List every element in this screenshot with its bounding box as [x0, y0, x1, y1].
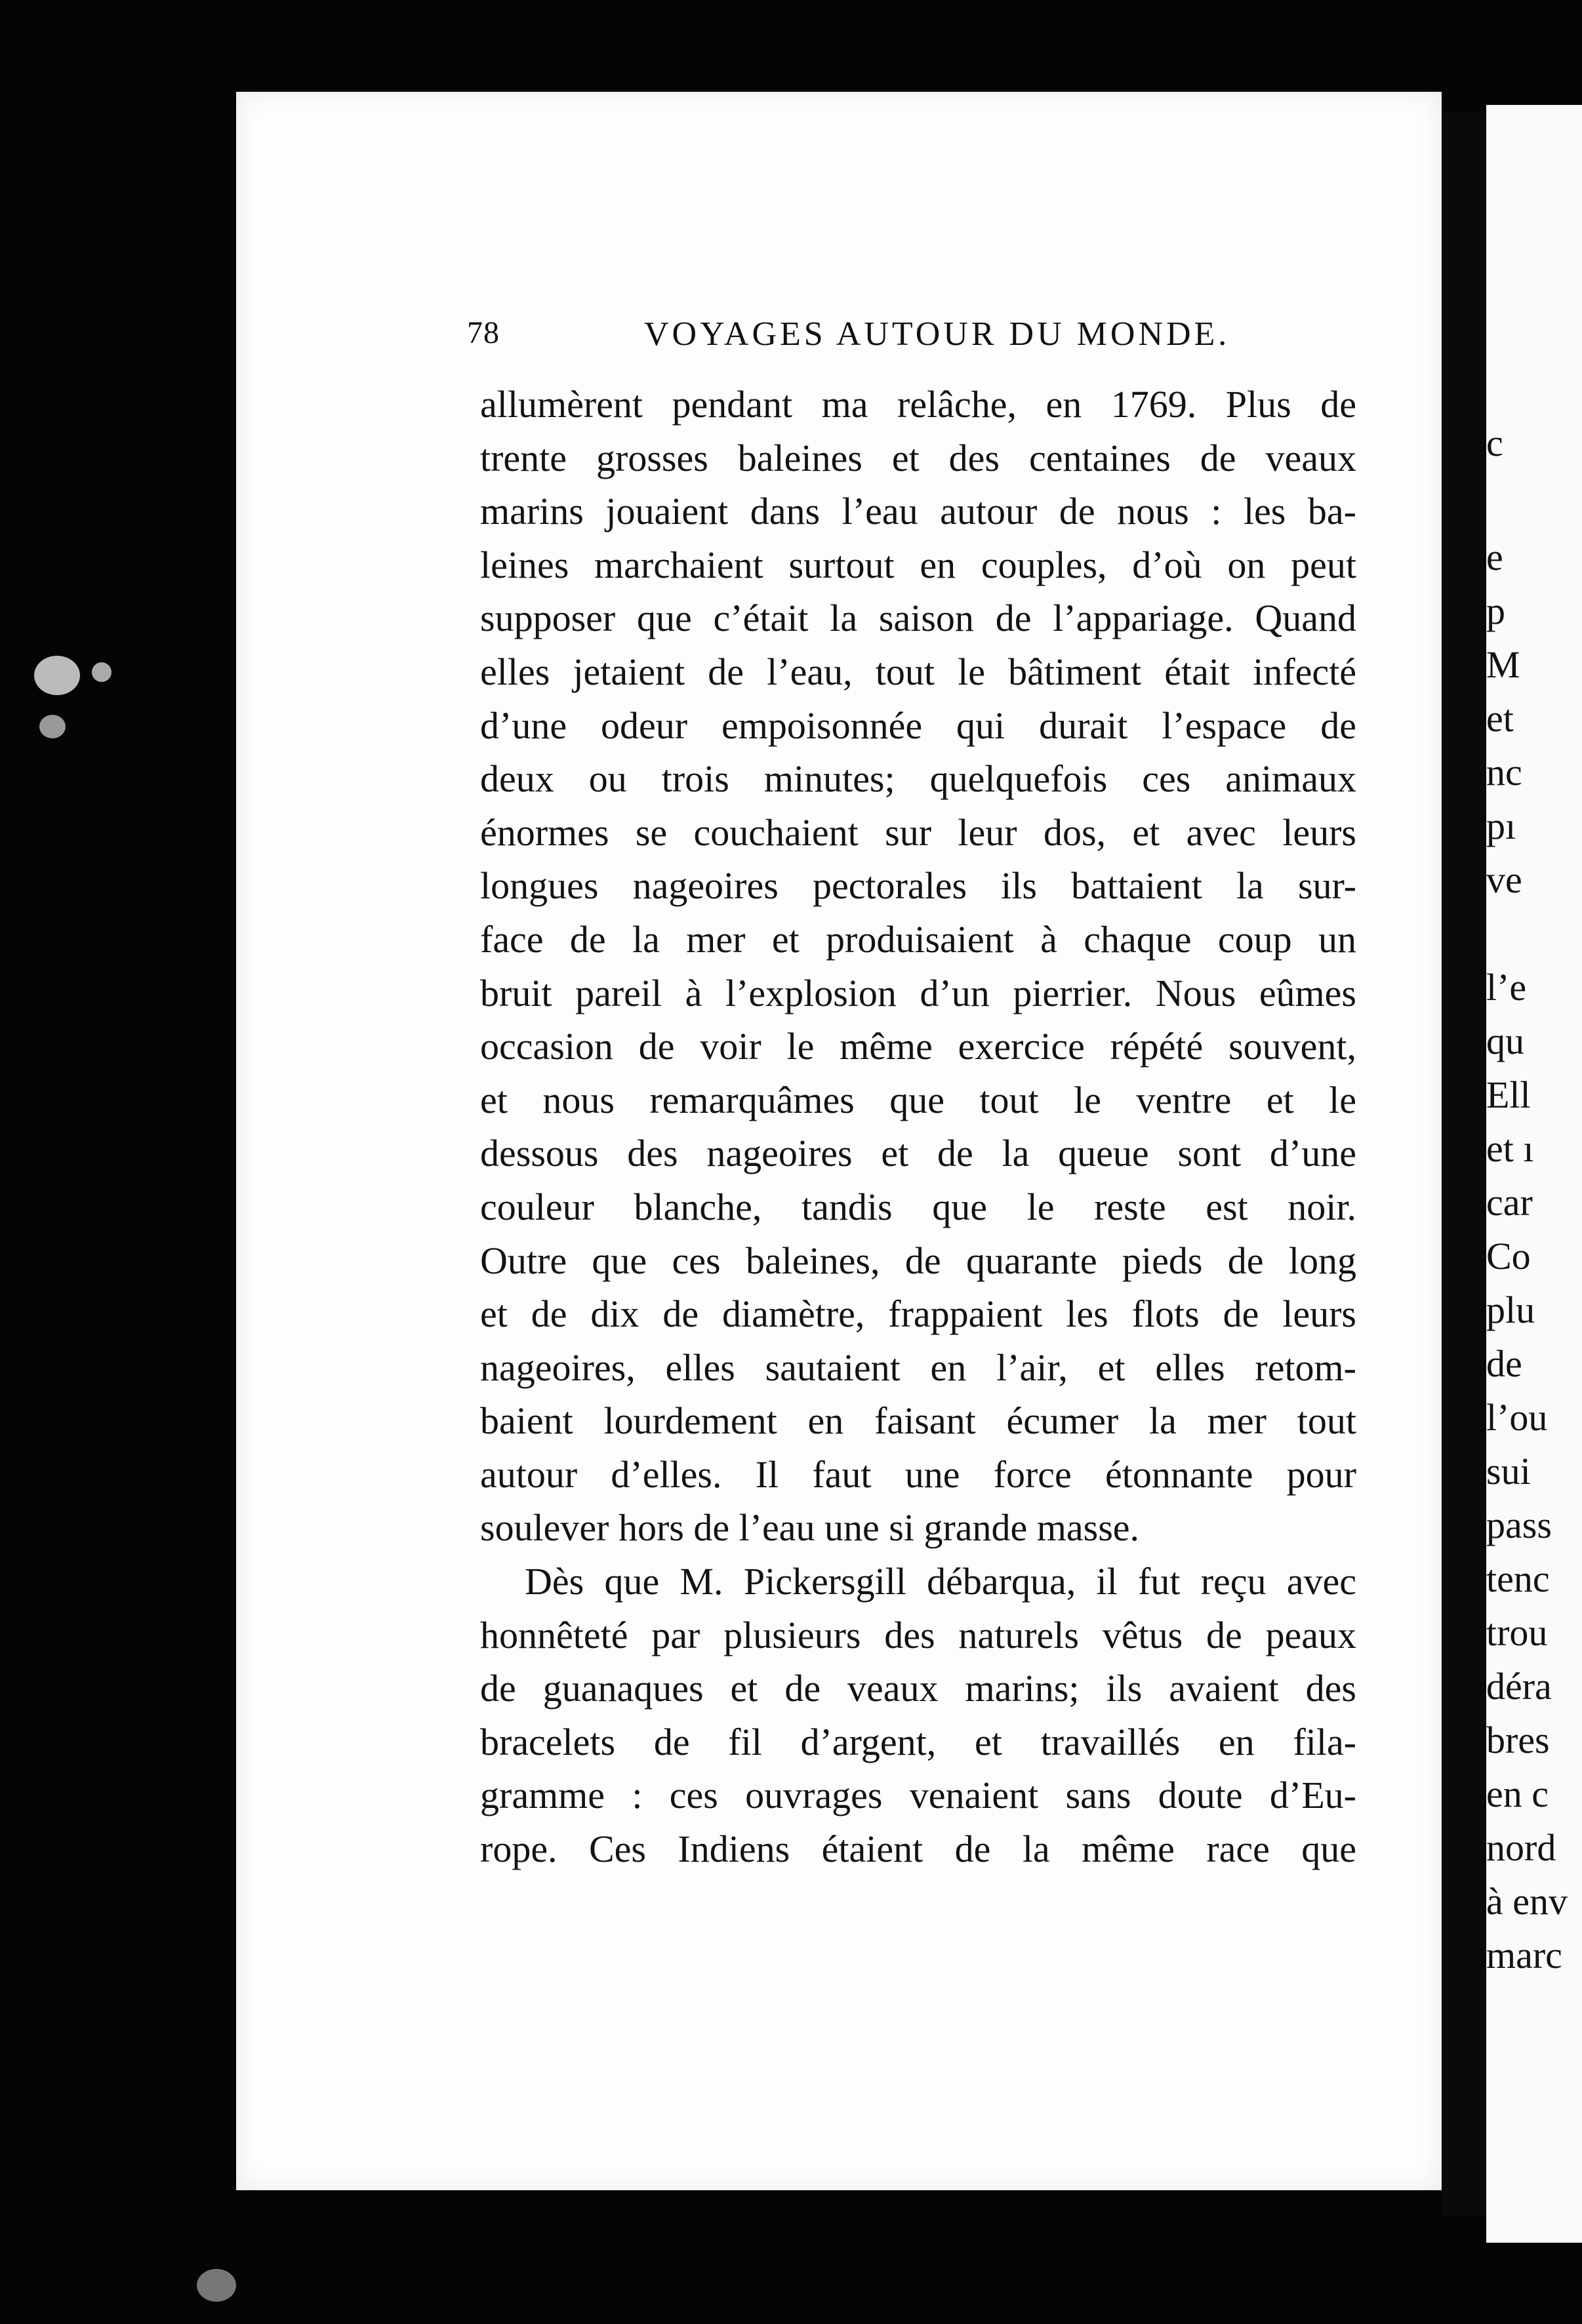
adjacent-fragment: ve — [1486, 858, 1522, 901]
adjacent-fragment: marc — [1486, 1934, 1562, 1976]
text-line: nageoires, elles sautaient en l’air, et elles retom- — [480, 1346, 1356, 1389]
adjacent-fragment: et — [1486, 697, 1514, 740]
text-line: Dès que M. Pickersgill débarqua, il fut reçu avec — [525, 1560, 1356, 1603]
adjacent-fragment: déra — [1486, 1665, 1552, 1708]
adjacent-fragment: et ı — [1486, 1127, 1534, 1170]
book-gutter — [1442, 111, 1486, 2216]
adjacent-fragment: en c — [1486, 1773, 1549, 1815]
text-line: trente grosses baleines et des centaines de veaux — [480, 436, 1356, 479]
text-line: honnêteté par plusieurs des naturels vêtus de peaux — [480, 1613, 1356, 1656]
adjacent-fragment: p — [1486, 590, 1505, 632]
text-line: deux ou trois minutes; quelquefois ces animaux — [480, 757, 1356, 801]
text-line: supposer que c’était la saison de l’appariage. Quand — [480, 597, 1356, 640]
text-line: Outre que ces baleines, de quarante pieds de long — [480, 1239, 1356, 1282]
scan-speck — [39, 715, 66, 738]
page-header — [467, 315, 1230, 363]
adjacent-fragment: sui — [1486, 1450, 1531, 1493]
text-line: soulever hors de l’eau une si grande masse. — [480, 1506, 1140, 1550]
adjacent-page — [1486, 105, 1582, 2243]
page-number: 78 — [467, 315, 500, 350]
text-line: de guanaques et de veaux marins; ils avaient des — [480, 1667, 1356, 1710]
adjacent-fragment: pass — [1486, 1504, 1552, 1546]
text-line: elles jetaient de l’eau, tout le bâtiment était infecté — [480, 650, 1356, 693]
text-line: et de dix de diamètre, frappaient les flots de leurs — [480, 1292, 1356, 1336]
scan-speck — [92, 662, 112, 682]
text-line: allumèrent pendant ma relâche, en 1769. Plus de — [480, 383, 1356, 426]
text-line: couleur blanche, tandis que le reste est noir. — [480, 1185, 1356, 1228]
text-line: leines marchaient surtout en couples, d’où on peut — [480, 543, 1356, 586]
body-text — [480, 378, 1356, 1876]
adjacent-fragment: Co — [1486, 1235, 1531, 1277]
adjacent-fragment: pı — [1486, 805, 1516, 847]
adjacent-fragment: Ell — [1486, 1073, 1531, 1116]
text-line: marins jouaient dans l’eau autour de nous : les ba- — [480, 490, 1356, 533]
running-title: VOYAGES AUTOUR DU MONDE. — [644, 315, 1230, 353]
text-line: baient lourdement en faisant écumer la mer tout — [480, 1399, 1356, 1443]
adjacent-fragment: nord — [1486, 1826, 1556, 1869]
adjacent-fragment: car — [1486, 1181, 1533, 1224]
text-line: bruit pareil à l’explosion d’un pierrier. Nous eûmes — [480, 971, 1356, 1014]
adjacent-fragment: nc — [1486, 751, 1522, 793]
text-line: énormes se couchaient sur leur dos, et avec leurs — [480, 811, 1356, 854]
text-line: bracelets de fil d’argent, et travaillés en fila- — [480, 1720, 1356, 1763]
adjacent-fragment: M — [1486, 643, 1520, 686]
text-line: et nous remarquâmes que tout le ventre et le — [480, 1078, 1356, 1121]
adjacent-fragment: qu — [1486, 1020, 1524, 1062]
adjacent-fragment: bres — [1486, 1719, 1550, 1761]
text-line: occasion de voir le même exercice répété souvent, — [480, 1025, 1356, 1068]
text-line: gramme : ces ouvrages venaient sans doute d’Eu- — [480, 1774, 1356, 1817]
adjacent-fragment: l’e — [1486, 966, 1527, 1009]
adjacent-fragment: de — [1486, 1342, 1522, 1385]
adjacent-fragment: plu — [1486, 1289, 1535, 1331]
adjacent-fragment: trou — [1486, 1611, 1548, 1654]
text-line: face de la mer et produisaient à chaque coup un — [480, 917, 1356, 961]
adjacent-fragment: e — [1486, 536, 1503, 578]
adjacent-fragment: tenc — [1486, 1557, 1550, 1600]
text-line: d’une odeur empoisonnée qui durait l’espace de — [480, 704, 1356, 747]
scan-speck — [34, 656, 80, 695]
text-line: autour d’elles. Il faut une force étonnante pour — [480, 1452, 1356, 1496]
text-line: longues nageoires pectorales ils battaient la sur- — [480, 864, 1356, 908]
adjacent-fragment: à env — [1486, 1880, 1568, 1923]
text-line: dessous des nageoires et de la queue sont d’une — [480, 1132, 1356, 1175]
adjacent-fragment: l’ou — [1486, 1396, 1548, 1439]
text-line: rope. Ces Indiens étaient de la même race que — [480, 1828, 1356, 1871]
scan-speck — [197, 2269, 236, 2302]
adjacent-fragment: c — [1486, 422, 1503, 464]
